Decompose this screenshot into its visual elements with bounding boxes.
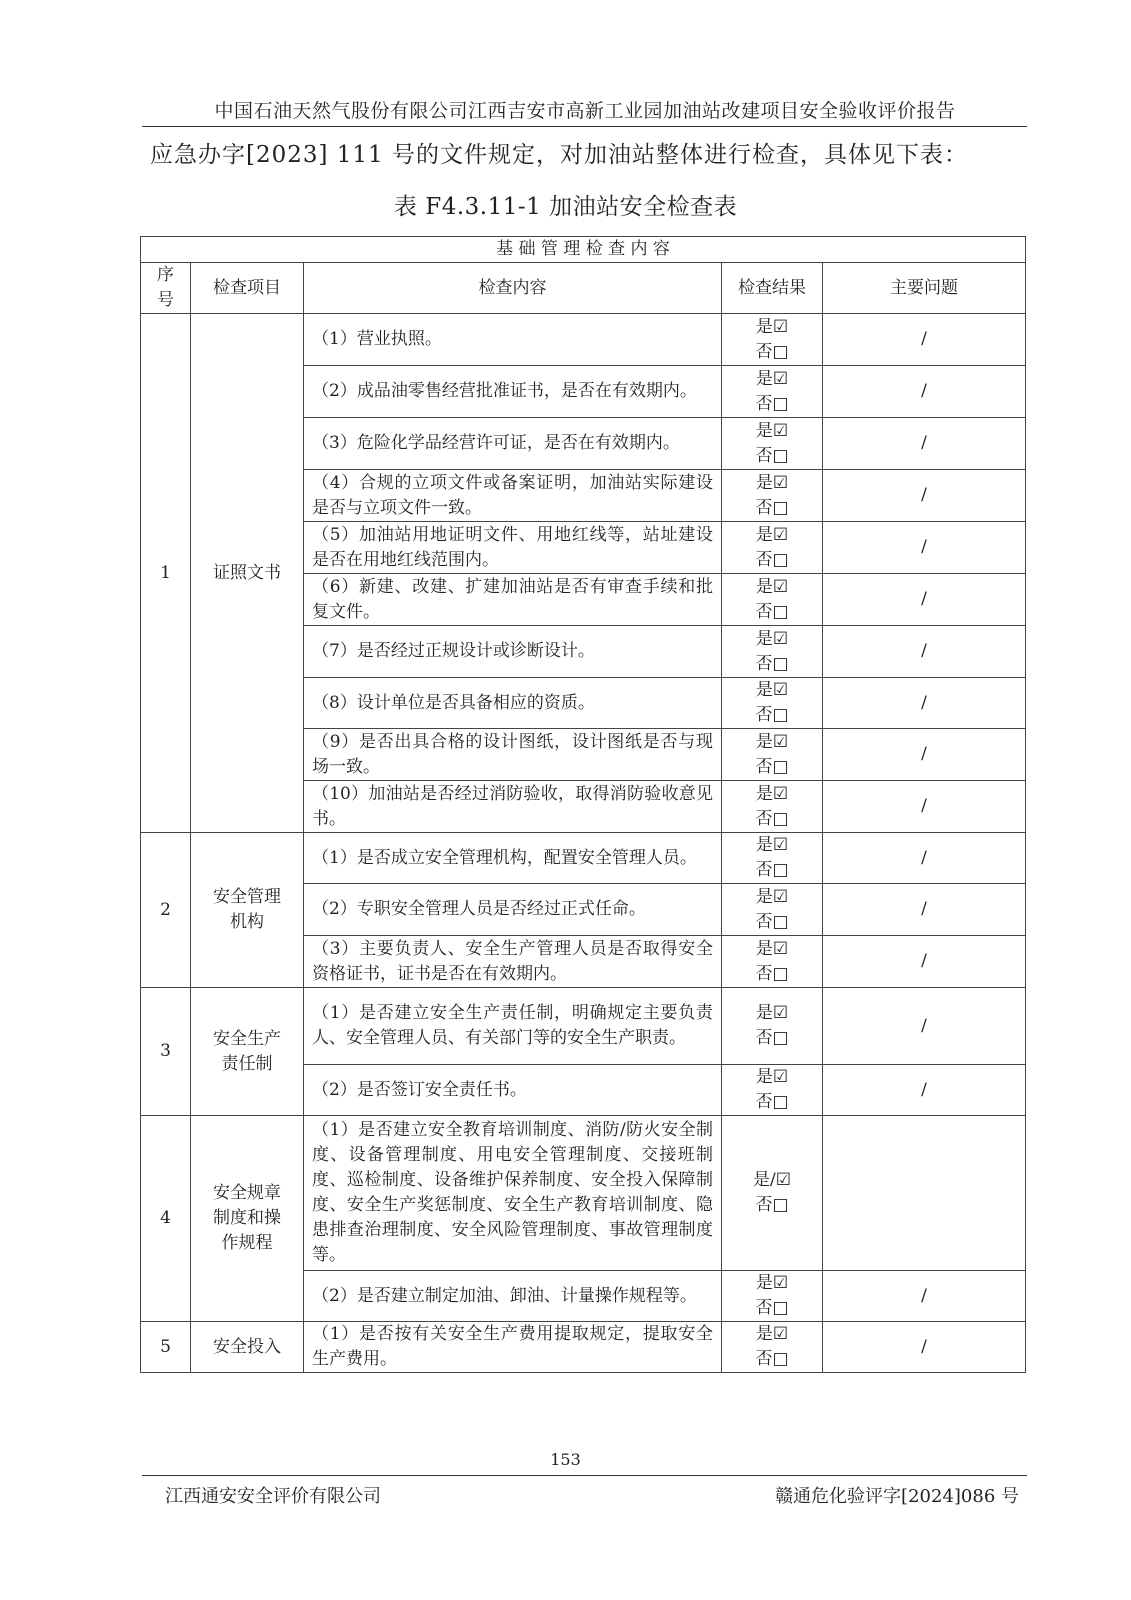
result-yes-checkbox: 是☑ [755, 783, 789, 804]
result-no-checkbox: 否□ [755, 1298, 789, 1318]
check-content [304, 1065, 722, 1116]
main-problem: / [823, 936, 1026, 988]
main-problem: / [823, 988, 1026, 1065]
check-content [304, 522, 722, 574]
result-yes-checkbox: 是☑ [755, 1324, 789, 1344]
check-item: 安全管理机构 [191, 833, 304, 988]
section-title: 基 础 管 理 检 查 内 容 [141, 237, 1026, 263]
check-content [304, 1116, 722, 1271]
result-no-checkbox: 否□ [755, 808, 789, 829]
check-result [722, 936, 823, 988]
main-problem: / [823, 833, 1026, 884]
main-problem: / [823, 314, 1026, 366]
check-content-text: （1）是否按有关安全生产费用提取规定，提取安全生产费用。 [312, 1324, 713, 1369]
header-problem: 主要问题 [823, 263, 1026, 314]
check-item: 安全投入 [191, 1322, 304, 1373]
result-no-checkbox: 否□ [755, 860, 789, 880]
result-yes-checkbox: 是☑ [755, 680, 789, 700]
result-no-checkbox: 否□ [755, 756, 789, 777]
check-content-text: （6）新建、改建、扩建加油站是否有审查手续和批复文件。 [312, 576, 713, 622]
row-number: 2 [141, 833, 191, 988]
result-yes-checkbox: 是☑ [755, 316, 789, 337]
check-content-text: （1）是否建立安全生产责任制，明确规定主要负责人、安全管理人员、有关部门等的安全生产职责。 [312, 1003, 713, 1048]
footer-report-number: 赣通危化验评字[2024]086 号 [775, 1486, 1019, 1507]
main-problem: / [823, 1271, 1026, 1322]
table-row [141, 1116, 1026, 1271]
check-content-text: （1）营业执照。 [312, 329, 442, 349]
check-content-text: （4）合规的立项文件或备案证明，加油站实际建设是否与立项文件一致。 [312, 472, 713, 518]
check-content [304, 314, 722, 366]
result-no-checkbox: 否□ [755, 341, 789, 362]
footer-company: 江西通安安全评价有限公司 [165, 1486, 381, 1507]
check-content [304, 781, 722, 833]
main-problem [823, 1116, 1026, 1271]
main-problem: / [823, 729, 1026, 781]
result-no-checkbox: 否□ [755, 549, 789, 570]
header-no: 序号 [141, 263, 191, 314]
result-no-checkbox: 否□ [755, 1028, 789, 1048]
check-content [304, 366, 722, 418]
table-row [141, 314, 1026, 366]
result-yes-checkbox: 是☑ [755, 886, 789, 907]
result-yes-checkbox: 是☑ [755, 524, 789, 545]
table-row [141, 988, 1026, 1065]
row-number: 5 [141, 1322, 191, 1373]
main-problem: / [823, 366, 1026, 418]
result-no-checkbox: 否□ [755, 445, 789, 466]
check-result [722, 366, 823, 418]
check-content-text: （8）设计单位是否具备相应的资质。 [312, 692, 595, 713]
table-row [141, 1322, 1026, 1373]
report-header: 中国石油天然气股份有限公司江西吉安市高新工业园加油站改建项目安全验收评价报告 [214, 100, 956, 122]
check-content [304, 470, 722, 522]
check-result [722, 1322, 823, 1373]
check-content [304, 729, 722, 781]
main-problem: / [823, 522, 1026, 574]
result-no-checkbox: 否□ [755, 911, 789, 932]
result-yes-checkbox: 是☑ [755, 420, 789, 441]
main-problem: / [823, 626, 1026, 678]
check-content-text: （3）主要负责人、安全生产管理人员是否取得安全资格证书，证书是否在有效期内。 [312, 938, 713, 984]
result-yes-checkbox: 是☑ [755, 628, 789, 649]
header-content: 检查内容 [304, 263, 722, 314]
row-number: 1 [141, 314, 191, 833]
check-result [722, 1271, 823, 1322]
result-yes-checkbox: 是☑ [755, 1273, 789, 1293]
check-content-text: （3）危险化学品经营许可证，是否在有效期内。 [312, 433, 680, 453]
check-result [722, 574, 823, 626]
check-result [722, 470, 823, 522]
result-no-checkbox: 否□ [755, 1092, 789, 1112]
check-content [304, 678, 722, 729]
check-content [304, 988, 722, 1065]
result-no-checkbox: 否□ [755, 705, 789, 725]
check-content-text: （2）是否签订安全责任书。 [312, 1079, 527, 1100]
check-content [304, 936, 722, 988]
check-item: 安全生产责任制 [191, 988, 304, 1116]
result-yes-checkbox: 是☑ [755, 576, 789, 597]
result-yes-checkbox: 是☑ [755, 731, 789, 752]
result-yes-checkbox: 是☑ [755, 472, 789, 493]
main-problem: / [823, 678, 1026, 729]
check-result [722, 1065, 823, 1116]
result-yes-checkbox: 是☑ [755, 938, 789, 959]
check-result [722, 626, 823, 678]
header-result: 检查结果 [722, 263, 823, 314]
main-problem: / [823, 884, 1026, 936]
result-no-checkbox: 否□ [755, 653, 789, 674]
check-item: 证照文书 [191, 314, 304, 833]
result-no-checkbox: 否□ [755, 1349, 789, 1369]
result-no-checkbox: 否□ [755, 963, 789, 984]
result-yes-checkbox: 是/☑ [753, 1170, 791, 1190]
check-result [722, 781, 823, 833]
check-result [722, 678, 823, 729]
result-no-checkbox: 否□ [755, 393, 789, 414]
check-content [304, 418, 722, 470]
header-item: 检查项目 [191, 263, 304, 314]
main-problem: / [823, 1065, 1026, 1116]
main-problem: / [823, 1322, 1026, 1373]
result-yes-checkbox: 是☑ [755, 835, 789, 855]
table-caption: 表 F4.3.11-1 加油站安全检查表 [393, 194, 738, 220]
main-problem: / [823, 574, 1026, 626]
check-content [304, 626, 722, 678]
check-result [722, 314, 823, 366]
check-content-text: （9）是否出具合格的设计图纸，设计图纸是否与现场一致。 [312, 731, 713, 777]
main-problem: / [823, 418, 1026, 470]
result-no-checkbox: 否□ [755, 601, 789, 622]
check-result [722, 522, 823, 574]
result-no-checkbox: 否□ [755, 1195, 789, 1215]
check-result [722, 833, 823, 884]
check-result [722, 418, 823, 470]
safety-check-table [140, 236, 1026, 1373]
check-content-text: （1）是否建立安全教育培训制度、消防/防火安全制度、设备管理制度、用电安全管理制度、交接班制度、巡检制度、设备维护保养制度、安全投入保障制度、安全生产奖惩制度、安全生产教育培训制度、隐患排查治理制度、安全风险管理制度、事故管理制度等。 [312, 1120, 713, 1265]
check-content-text: （7）是否经过正规设计或诊断设计。 [312, 641, 595, 661]
check-content [304, 833, 722, 884]
check-content [304, 574, 722, 626]
row-number: 4 [141, 1116, 191, 1322]
check-content-text: （10）加油站是否经过消防验收，取得消防验收意见书。 [312, 783, 713, 829]
check-content-text: （2）是否建立制定加油、卸油、计量操作规程等。 [312, 1285, 697, 1306]
check-content [304, 1322, 722, 1373]
row-number: 3 [141, 988, 191, 1116]
table-body [141, 314, 1026, 1373]
result-yes-checkbox: 是☑ [755, 368, 789, 389]
result-yes-checkbox: 是☑ [755, 1067, 789, 1087]
check-content [304, 1271, 722, 1322]
check-result [722, 729, 823, 781]
check-content-text: （1）是否成立安全管理机构，配置安全管理人员。 [312, 847, 697, 868]
main-problem: / [823, 470, 1026, 522]
check-result [722, 988, 823, 1065]
table-row [141, 833, 1026, 884]
check-content-text: （2）成品油零售经营批准证书，是否在有效期内。 [312, 381, 697, 401]
page-number: 153 [550, 1450, 581, 1469]
header-divider [142, 126, 1027, 127]
check-result [722, 1116, 823, 1271]
result-no-checkbox: 否□ [755, 497, 789, 518]
check-content [304, 884, 722, 936]
check-result [722, 884, 823, 936]
check-content-text: （5）加油站用地证明文件、用地红线等，站址建设是否在用地红线范围内。 [312, 524, 713, 570]
result-yes-checkbox: 是☑ [755, 1003, 789, 1023]
main-problem: / [823, 781, 1026, 833]
lead-text: 应急办字[2023] 111 号的文件规定，对加油站整体进行检查，具体见下表： [150, 142, 969, 168]
check-content-text: （2）专职安全管理人员是否经过正式任命。 [312, 899, 646, 919]
footer-divider [142, 1475, 1027, 1476]
check-item: 安全规章制度和操作规程 [191, 1116, 304, 1322]
